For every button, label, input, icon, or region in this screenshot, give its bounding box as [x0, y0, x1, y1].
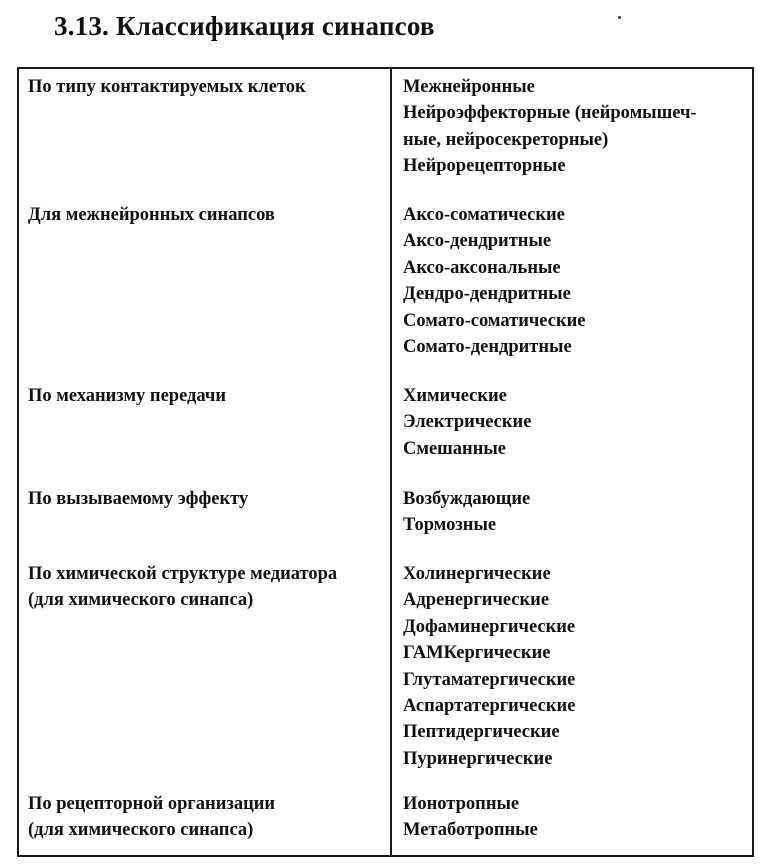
row-3-criterion-line-1: По механизму передачи	[28, 386, 227, 406]
row-2-types	[403, 202, 585, 360]
row-2-type-1: Аксо-соматические	[403, 205, 565, 225]
row-4-criterion	[28, 486, 248, 512]
row-1-type-2: Нейроэффекторные (нейромышеч-	[403, 103, 697, 124]
row-6-type-2: Метаботропные	[403, 820, 538, 841]
row-5-type-5: Глутаматергические	[403, 669, 576, 690]
row-5-type-8: Пуринергические	[403, 748, 553, 769]
row-2-type-3: Аксо-аксональные	[403, 257, 561, 278]
row-2-type-6: Сомато-дендритные	[403, 337, 572, 358]
row-2-criterion-line-1: Для межнейронных синапсов	[28, 205, 275, 225]
row-6-type-1: Ионотропные	[403, 794, 520, 814]
row-2-criterion	[28, 202, 275, 228]
row-5-criterion	[28, 561, 337, 614]
row-5-criterion-line-1: По химической структуре медиатора	[28, 564, 338, 584]
row-1-type-3: ные, нейросекреторные)	[403, 129, 609, 150]
row-6-types	[403, 791, 538, 844]
row-1-criterion	[28, 74, 306, 100]
row-4-criterion-line-1: По вызываемому эффекту	[28, 489, 249, 509]
column-divider	[390, 67, 392, 857]
row-5-type-2: Адренергические	[403, 590, 550, 611]
row-4-type-2: Тормозные	[403, 515, 497, 536]
classification-table	[17, 67, 754, 857]
row-3-types	[403, 383, 531, 462]
row-6-criterion-line-1: По рецепторной организации	[28, 794, 276, 814]
row-2-type-2: Аксо-дендритные	[403, 231, 552, 252]
page-title: 3.13. Классификация синапсов	[54, 11, 435, 41]
row-1-types	[403, 74, 697, 180]
row-6-criterion	[28, 791, 275, 844]
row-5-type-3: Дофаминергические	[403, 616, 576, 637]
row-3-criterion	[28, 383, 226, 409]
row-6-criterion-line-2: (для химического синапса)	[28, 820, 254, 841]
scan-speck	[618, 16, 621, 19]
row-5-type-6: Аспартатергические	[403, 696, 576, 717]
row-5-type-1: Холинергические	[403, 564, 551, 584]
row-3-type-2: Электрические	[403, 412, 532, 433]
row-3-type-1: Химические	[403, 386, 507, 406]
row-5-type-7: Пептидергические	[403, 722, 560, 743]
row-4-type-1: Возбуждающие	[403, 489, 531, 509]
row-5-criterion-line-2: (для химического синапса)	[28, 590, 254, 611]
row-1-type-4: Нейрорецепторные	[403, 156, 566, 177]
row-1-criterion-line-1: По типу контактируемых клеток	[28, 77, 306, 97]
row-2-type-4: Дендро-дендритные	[403, 284, 571, 305]
row-2-type-5: Сомато-соматические	[403, 310, 586, 331]
row-1-type-1: Межнейронные	[403, 77, 535, 97]
row-5-type-4: ГАМКергические	[403, 643, 551, 664]
row-5-types	[403, 561, 575, 772]
row-3-type-3: Смешанные	[403, 438, 507, 459]
row-4-types	[403, 486, 530, 539]
